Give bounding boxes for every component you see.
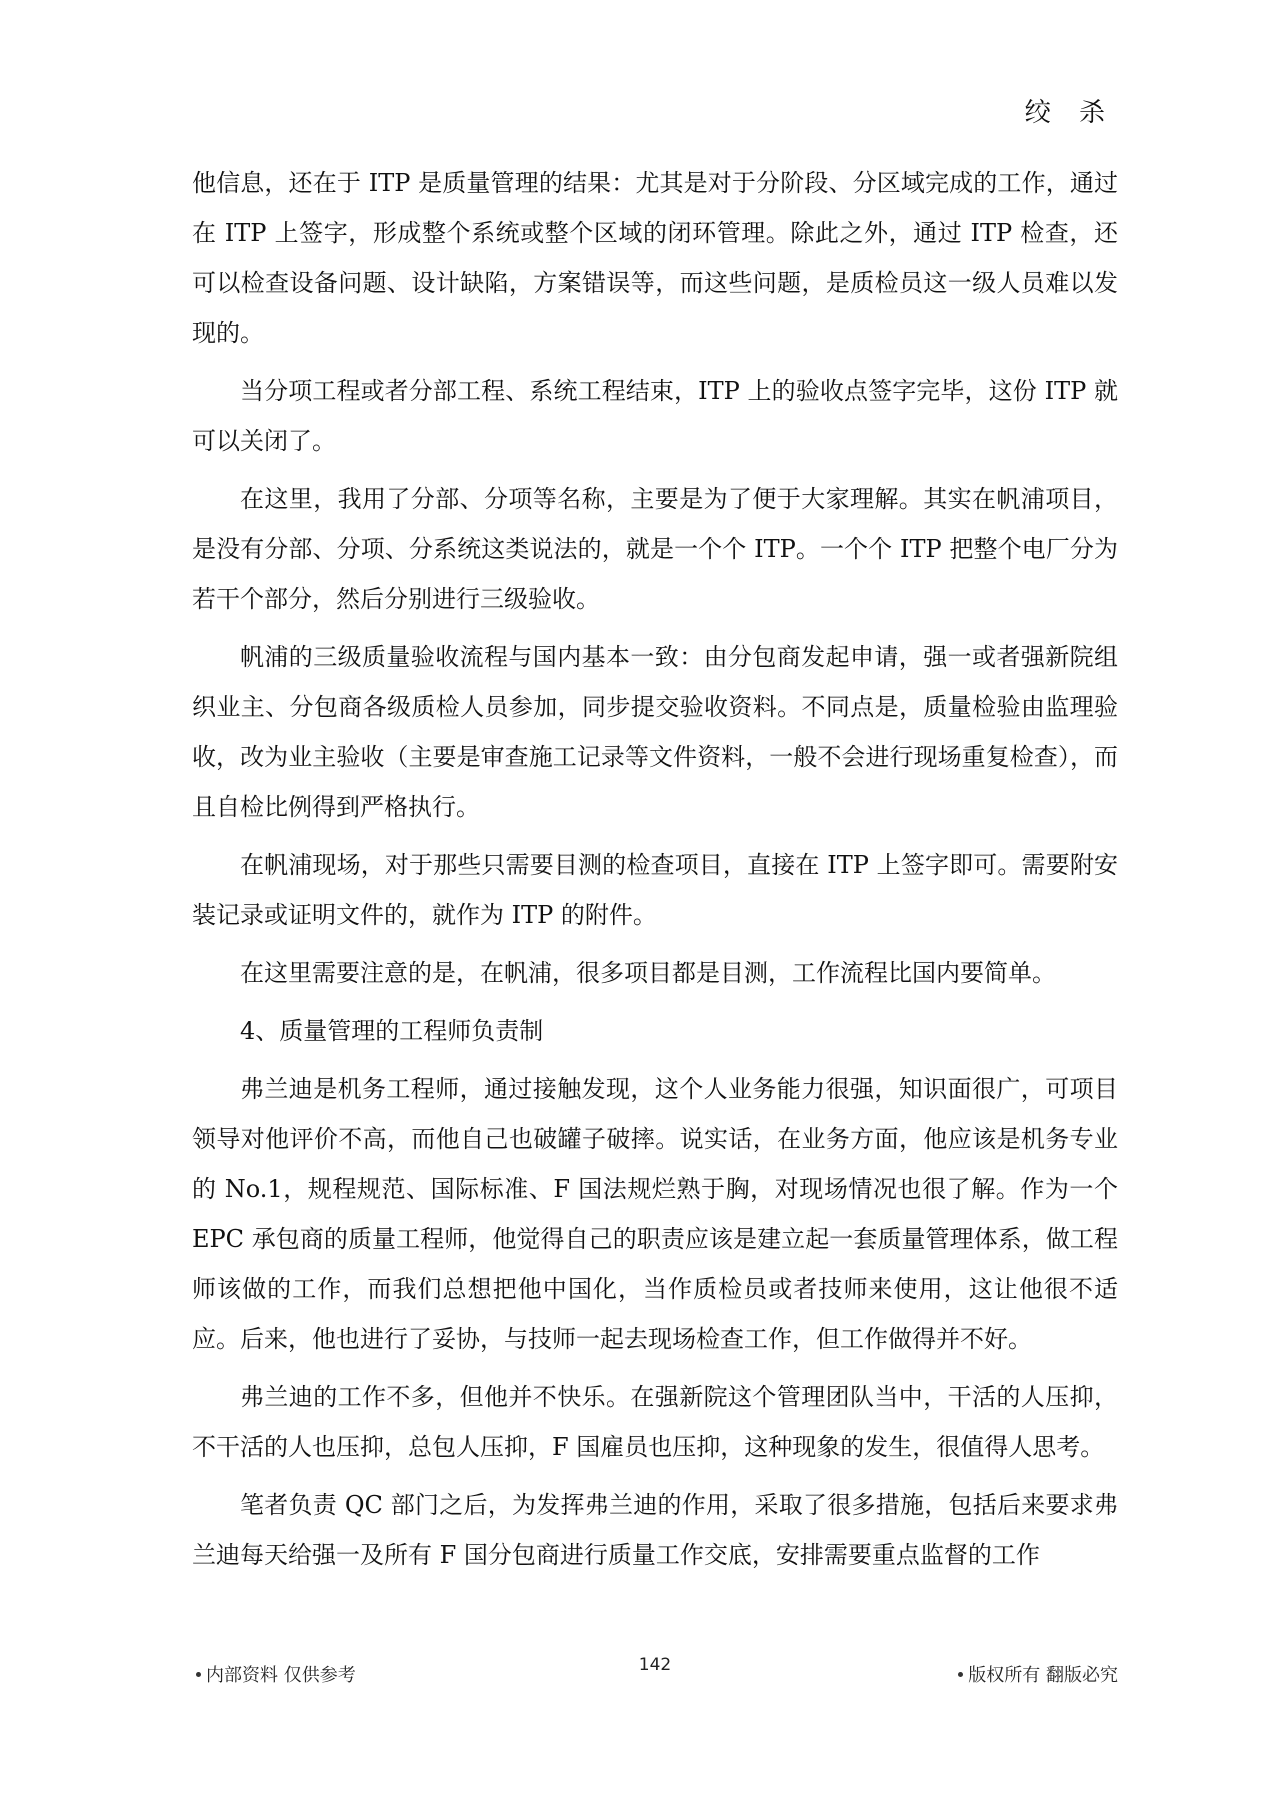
bullet-icon xyxy=(958,1672,963,1677)
paragraph: 他信息，还在于 ITP 是质量管理的结果：尤其是对于分阶段、分区域完成的工作，通过在 ITP 上签字，形成整个系统或整个区域的闭环管理。除此之外，通过 ITP 检查，还可以检查设备问题、设计缺陷，方案错误等，而这些问题，是质检员这一级人员难以发现的。 xyxy=(192,169,1118,347)
body-text xyxy=(192,158,1118,1588)
paragraph: 在帆浦现场，对于那些只需要目测的检查项目，直接在 ITP 上签字即可。需要附安装记录或证明文件的，就作为 ITP 的附件。 xyxy=(192,851,1118,929)
paragraph: 在这里，我用了分部、分项等名称，主要是为了便于大家理解。其实在帆浦项目，是没有分部、分项、分系统这类说法的，就是一个个 ITP。一个个 ITP 把整个电厂分为若干个部分，然后分别进行三级验收。 xyxy=(192,485,1118,613)
page-number: 142 xyxy=(638,1655,672,1675)
footer-left-text: 内部资料 仅供参考 xyxy=(206,1665,356,1686)
paragraph: 当分项工程或者分部工程、系统工程结束，ITP 上的验收点签字完毕，这份 ITP 就可以关闭了。 xyxy=(192,377,1118,455)
paragraph: 在这里需要注意的是，在帆浦，很多项目都是目测，工作流程比国内要简单。 xyxy=(240,959,1056,987)
footer-right-text: 版权所有 翻版必究 xyxy=(968,1665,1118,1686)
paragraph: 帆浦的三级质量验收流程与国内基本一致：由分包商发起申请，强一或者强新院组织业主、分包商各级质检人员参加，同步提交验收资料。不同点是，质量检验由监理验收，改为业主验收（主要是审查施工记录等文件资料，一般不会进行现场重复检查），而且自检比例得到严格执行。 xyxy=(192,643,1118,821)
page-footer xyxy=(192,1655,1118,1685)
section-heading: 4、质量管理的工程师负责制 xyxy=(240,1017,544,1045)
running-header-title: 绞 杀 xyxy=(1024,98,1115,128)
paragraph: 弗兰迪是机务工程师，通过接触发现，这个人业务能力很强，知识面很广，可项目领导对他评价不高，而他自己也破罐子破摔。说实话，在业务方面，他应该是机务专业的 No.1，规程规范、国际标准、F 国法规烂熟于胸，对现场情况也很了解。作为一个 EPC 承包商的质量工程师，他觉得自己的职责应该是建立起一套质量管理体系，做工程师该做的工作，而我们总想把他中国化，当作质检员或者技师来使用，这让他很不适应。后来，他也进行了妥协，与技师一起去现场检查工作，但工作做得并不好。 xyxy=(192,1075,1118,1353)
paragraph: 笔者负责 QC 部门之后，为发挥弗兰迪的作用，采取了很多措施，包括后来要求弗兰迪每天给强一及所有 F 国分包商进行质量工作交底，安排需要重点监督的工作 xyxy=(192,1491,1118,1569)
paragraph: 弗兰迪的工作不多，但他并不快乐。在强新院这个管理团队当中，干活的人压抑，不干活的人也压抑，总包人压抑，F 国雇员也压抑，这种现象的发生，很值得人思考。 xyxy=(192,1383,1118,1461)
footer-right-note xyxy=(958,1661,1118,1687)
